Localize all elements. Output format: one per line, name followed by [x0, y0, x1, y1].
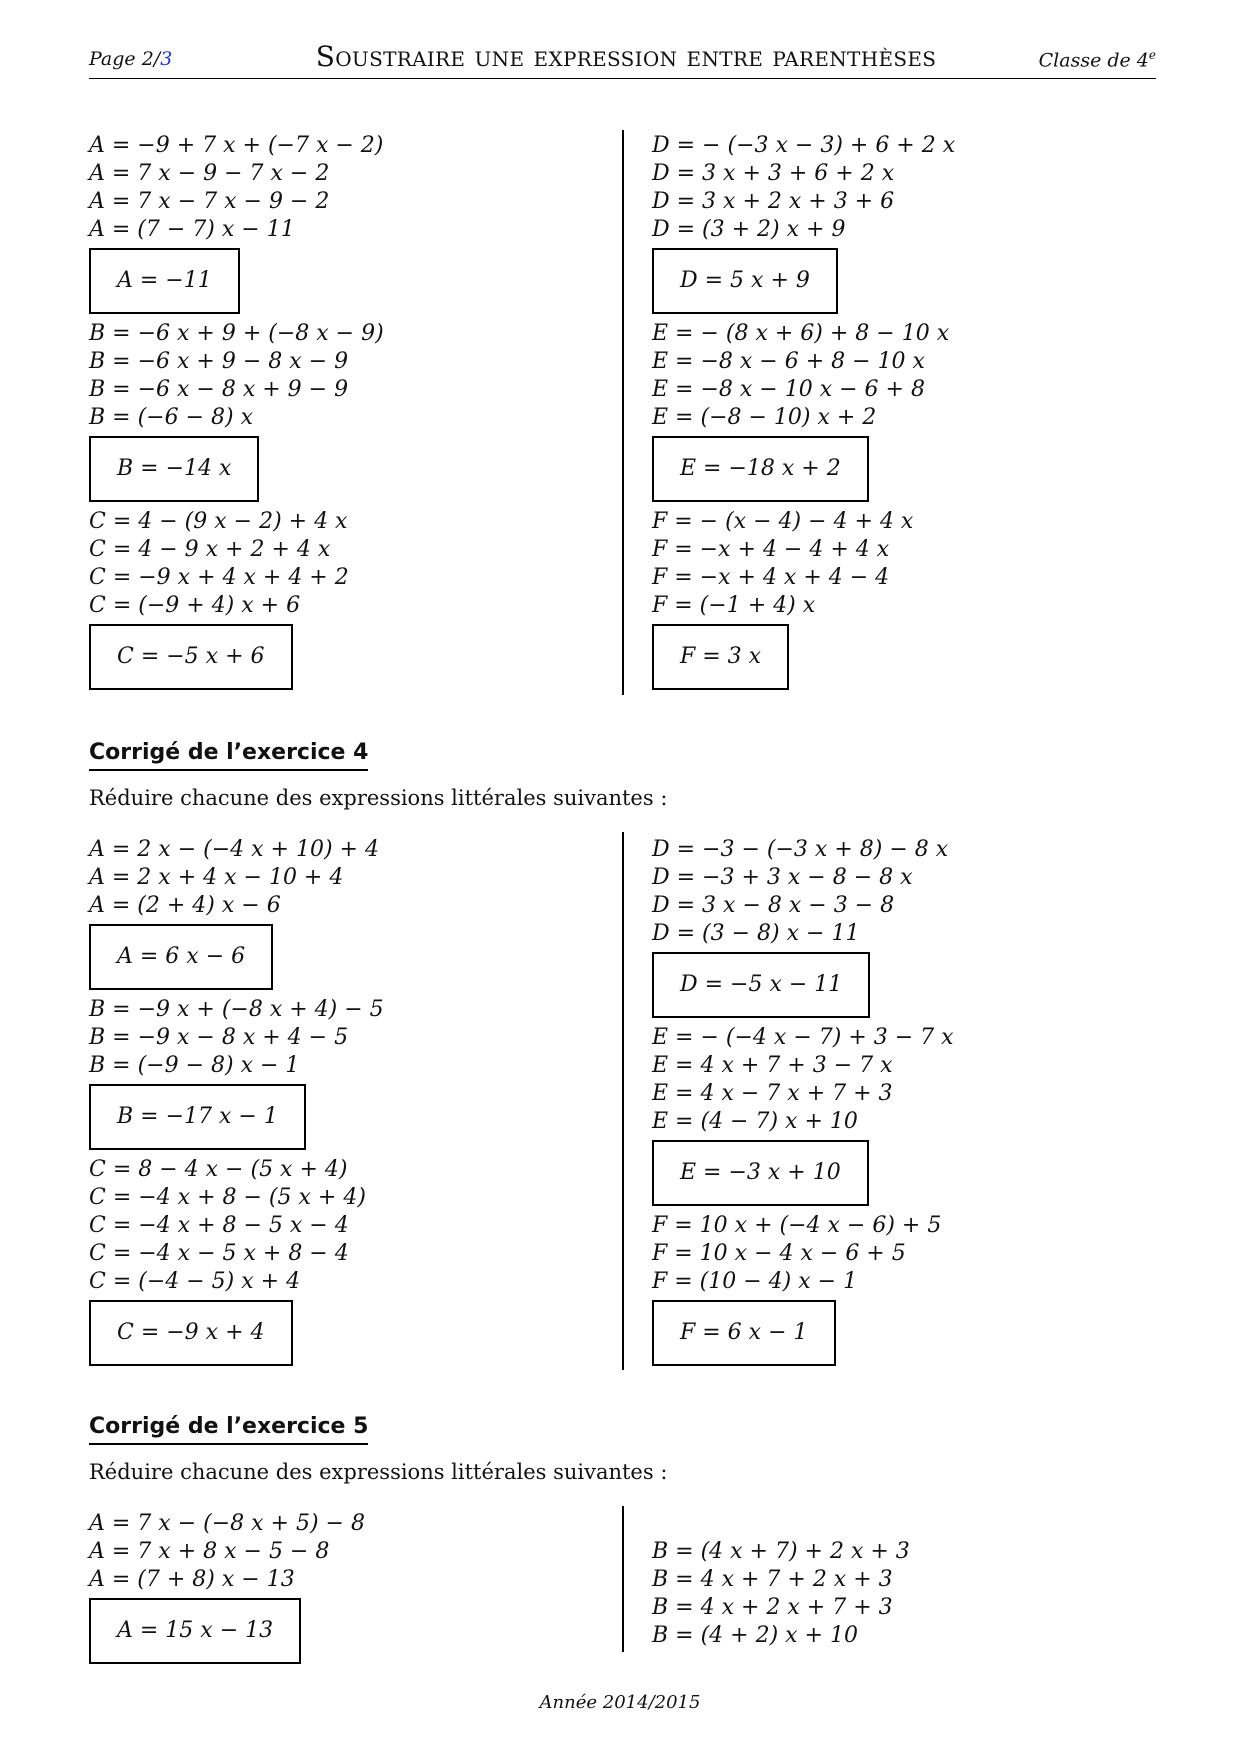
equation-line: E = − (−4 x − 7) + 3 − 7 x	[652, 1025, 954, 1050]
equation-line: A = (2 + 4) x − 6	[89, 893, 281, 918]
class-label	[1039, 48, 1156, 71]
equation-line: A = 2 x + 4 x − 10 + 4	[89, 865, 344, 890]
equation-line: C = 4 − 9 x + 2 + 4 x	[89, 537, 331, 562]
column-divider	[622, 130, 624, 695]
s5-left-exercise-a	[89, 1510, 549, 1664]
s4-right-exercise-e	[652, 1024, 1112, 1206]
equation-line: D = −3 − (−3 x + 8) − 8 x	[652, 837, 949, 862]
equation-line: C = −4 x − 5 x + 8 − 4	[89, 1241, 349, 1266]
equation-line: A = 2 x − (−4 x + 10) + 4	[89, 837, 379, 862]
equation-line: A = (7 + 8) x − 13	[89, 1567, 295, 1592]
equation-line: F = 10 x + (−4 x − 6) + 5	[652, 1213, 942, 1238]
equation-line: F = −x + 4 − 4 + 4 x	[652, 537, 890, 562]
s3-left-exercise-b	[89, 320, 549, 502]
class-label-sup: e	[1148, 48, 1156, 62]
column-divider	[622, 1506, 624, 1652]
boxed-answer: A = −11	[89, 248, 240, 314]
equation-line: D = 3 x + 3 + 6 + 2 x	[652, 161, 895, 186]
equation-line: B = (−9 − 8) x − 1	[89, 1053, 300, 1078]
equation-line: C = −9 x + 4 x + 4 + 2	[89, 565, 349, 590]
equation-line: B = (4 + 2) x + 10	[652, 1623, 858, 1648]
equation-line: A = 7 x + 8 x − 5 − 8	[89, 1539, 330, 1564]
boxed-answer: F = 3 x	[652, 624, 789, 690]
equation-line: C = 4 − (9 x − 2) + 4 x	[89, 509, 348, 534]
class-label-text: Classe de 4	[1038, 49, 1149, 72]
equation-line: A = 7 x − 9 − 7 x − 2	[89, 161, 330, 186]
boxed-answer: D = 5 x + 9	[652, 248, 838, 314]
equation-line: A = −9 + 7 x + (−7 x − 2)	[89, 133, 384, 158]
equation-line: E = (−8 − 10) x + 2	[652, 405, 877, 430]
document-title: Soustraire une expression entre parenthèses	[315, 40, 937, 73]
boxed-answer: B = −14 x	[89, 436, 259, 502]
section-intro-exercise-5: Réduire chacune des expressions littérales suivantes :	[89, 1460, 668, 1484]
section-title-exercise-4: Corrigé de l’exercice 4	[89, 740, 368, 771]
s4-left-exercise-c	[89, 1156, 549, 1366]
equation-line: A = (7 − 7) x − 11	[89, 217, 295, 242]
s4-left-exercise-a	[89, 836, 549, 990]
page-total-link[interactable]: 3	[160, 48, 173, 70]
section-title-exercise-5: Corrigé de l’exercice 5	[89, 1414, 368, 1445]
equation-line: D = −3 + 3 x − 8 − 8 x	[652, 865, 913, 890]
page-number	[89, 48, 172, 70]
equation-line: D = (3 + 2) x + 9	[652, 217, 846, 242]
equation-line: E = −8 x − 10 x − 6 + 8	[652, 377, 925, 402]
equation-line: C = 8 − 4 x − (5 x + 4)	[89, 1157, 348, 1182]
header-rule	[89, 78, 1156, 79]
equation-line: B = −6 x + 9 − 8 x − 9	[89, 349, 349, 374]
equation-line: E = (4 − 7) x + 10	[652, 1109, 858, 1134]
equation-line: F = (−1 + 4) x	[652, 593, 816, 618]
footer-school-year: Année 2014/2015	[539, 1692, 701, 1713]
equation-line: E = −8 x − 6 + 8 − 10 x	[652, 349, 925, 374]
equation-line: B = −6 x − 8 x + 9 − 9	[89, 377, 349, 402]
s4-left-exercise-b	[89, 996, 549, 1150]
equation-line: B = (4 x + 7) + 2 x + 3	[652, 1539, 910, 1564]
equation-line: B = −6 x + 9 + (−8 x − 9)	[89, 321, 384, 346]
equation-line: A = 7 x − 7 x − 9 − 2	[89, 189, 330, 214]
equation-line: B = −9 x − 8 x + 4 − 5	[89, 1025, 349, 1050]
equation-line: E = − (8 x + 6) + 8 − 10 x	[652, 321, 950, 346]
page-label: Page 2/	[89, 48, 161, 70]
equation-line: C = −4 x + 8 − 5 x − 4	[89, 1213, 349, 1238]
boxed-answer: A = 6 x − 6	[89, 924, 273, 990]
equation-line: B = 4 x + 7 + 2 x + 3	[652, 1567, 893, 1592]
equation-line: E = 4 x + 7 + 3 − 7 x	[652, 1053, 893, 1078]
boxed-answer: E = −3 x + 10	[652, 1140, 869, 1206]
equation-line: A = 7 x − (−8 x + 5) − 8	[89, 1511, 365, 1536]
equation-line: F = 10 x − 4 x − 6 + 5	[652, 1241, 906, 1266]
boxed-answer: D = −5 x − 11	[652, 952, 870, 1018]
s3-right-exercise-e	[652, 320, 1112, 502]
equation-line: C = −4 x + 8 − (5 x + 4)	[89, 1185, 366, 1210]
boxed-answer: B = −17 x − 1	[89, 1084, 306, 1150]
equation-line: B = (−6 − 8) x	[89, 405, 254, 430]
equation-line: D = 3 x + 2 x + 3 + 6	[652, 189, 895, 214]
boxed-answer: C = −5 x + 6	[89, 624, 293, 690]
s3-left-exercise-a	[89, 132, 549, 314]
boxed-answer: F = 6 x − 1	[652, 1300, 836, 1366]
boxed-answer: A = 15 x − 13	[89, 1598, 301, 1664]
equation-line: C = (−4 − 5) x + 4	[89, 1269, 301, 1294]
equation-line: F = (10 − 4) x − 1	[652, 1269, 858, 1294]
equation-line: F = − (x − 4) − 4 + 4 x	[652, 509, 914, 534]
equation-line: D = 3 x − 8 x − 3 − 8	[652, 893, 895, 918]
equation-line: D = − (−3 x − 3) + 6 + 2 x	[652, 133, 956, 158]
boxed-answer: C = −9 x + 4	[89, 1300, 293, 1366]
equation-line: B = 4 x + 2 x + 7 + 3	[652, 1595, 893, 1620]
section-intro-exercise-4: Réduire chacune des expressions littérales suivantes :	[89, 786, 668, 810]
s4-right-exercise-f	[652, 1212, 1112, 1366]
equation-line: E = 4 x − 7 x + 7 + 3	[652, 1081, 893, 1106]
equation-line: C = (−9 + 4) x + 6	[89, 593, 301, 618]
s4-right-exercise-d	[652, 836, 1112, 1018]
equation-line: D = (3 − 8) x − 11	[652, 921, 860, 946]
s3-left-exercise-c	[89, 508, 549, 690]
s3-right-exercise-d	[652, 132, 1112, 314]
equation-line: B = −9 x + (−8 x + 4) − 5	[89, 997, 384, 1022]
boxed-answer: E = −18 x + 2	[652, 436, 869, 502]
s3-right-exercise-f	[652, 508, 1112, 690]
column-divider	[622, 832, 624, 1370]
equation-line: F = −x + 4 x + 4 − 4	[652, 565, 890, 590]
s5-right-exercise-b	[652, 1538, 1112, 1650]
